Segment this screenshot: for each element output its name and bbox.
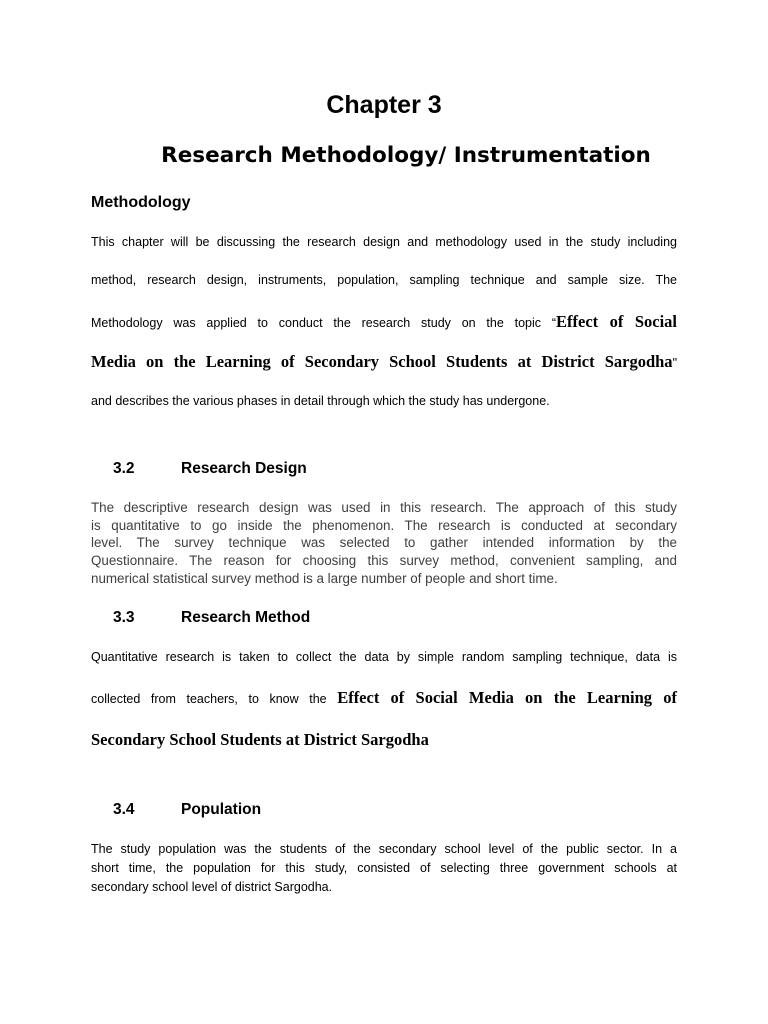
methodology-line-4 xyxy=(91,352,677,373)
research-design-line-1: The descriptive research design was used in this research. The approach of this study xyxy=(91,500,677,515)
chapter-subtitle: Research Methodology/ Instrumentation xyxy=(161,143,651,168)
research-method-line-3 xyxy=(91,730,677,751)
methodology-line-2: method, research design, instruments, population, sampling technique and sample size. The xyxy=(91,273,677,287)
research-design-line-5: numerical statistical survey method is a large number of people and short time. xyxy=(91,571,558,586)
methodology-heading: Methodology xyxy=(91,194,191,211)
research-design-line-3: level. The survey technique was selected to gather intended information by the xyxy=(91,535,677,550)
methodology-topic-part-2: Media on the Learning of Secondary School Students at District Sargodha xyxy=(91,352,673,371)
methodology-line-3-prefix: Methodology was applied to conduct the research study on the topic “ xyxy=(91,316,557,330)
research-design-heading: Research Design xyxy=(181,460,307,477)
methodology-topic-part-1: Effect of Social xyxy=(556,312,677,331)
section-number-3-2: 3.2 xyxy=(113,460,135,477)
research-design-line-2: is quantitative to go inside the phenomenon. The research is conducted at secondary xyxy=(91,518,677,533)
methodology-line-3 xyxy=(91,312,677,333)
methodology-topic-closing-quote: " xyxy=(672,356,677,370)
research-method-line-1: Quantitative research is taken to collect the data by simple random sampling technique, data is xyxy=(91,650,677,664)
research-method-line-2-prefix: collected from teachers, to know the xyxy=(91,692,338,706)
research-method-line-2 xyxy=(91,688,677,709)
population-line-2: short time, the population for this study, consisted of selecting three government schools at xyxy=(91,861,677,875)
population-heading: Population xyxy=(181,801,262,818)
research-method-heading: Research Method xyxy=(181,609,311,626)
population-line-1: The study population was the students of the secondary school level of the public sector. In a xyxy=(91,842,677,856)
population-line-3: secondary school level of district Sargodha. xyxy=(91,880,333,894)
section-number-3-4: 3.4 xyxy=(113,801,135,818)
methodology-line-5: and describes the various phases in detail through which the study has undergone. xyxy=(91,394,550,408)
research-method-topic-part-1: Effect of Social Media on the Learning of xyxy=(337,688,677,707)
research-method-topic-part-2: Secondary School Students at District Sargodha xyxy=(91,730,429,749)
section-number-3-3: 3.3 xyxy=(113,609,135,626)
methodology-line-1: This chapter will be discussing the research design and methodology used in the study including xyxy=(91,235,677,249)
chapter-heading: Chapter 3 xyxy=(326,91,442,119)
research-design-line-4: Questionnaire. The reason for choosing this survey method, convenient sampling, and xyxy=(91,553,677,568)
